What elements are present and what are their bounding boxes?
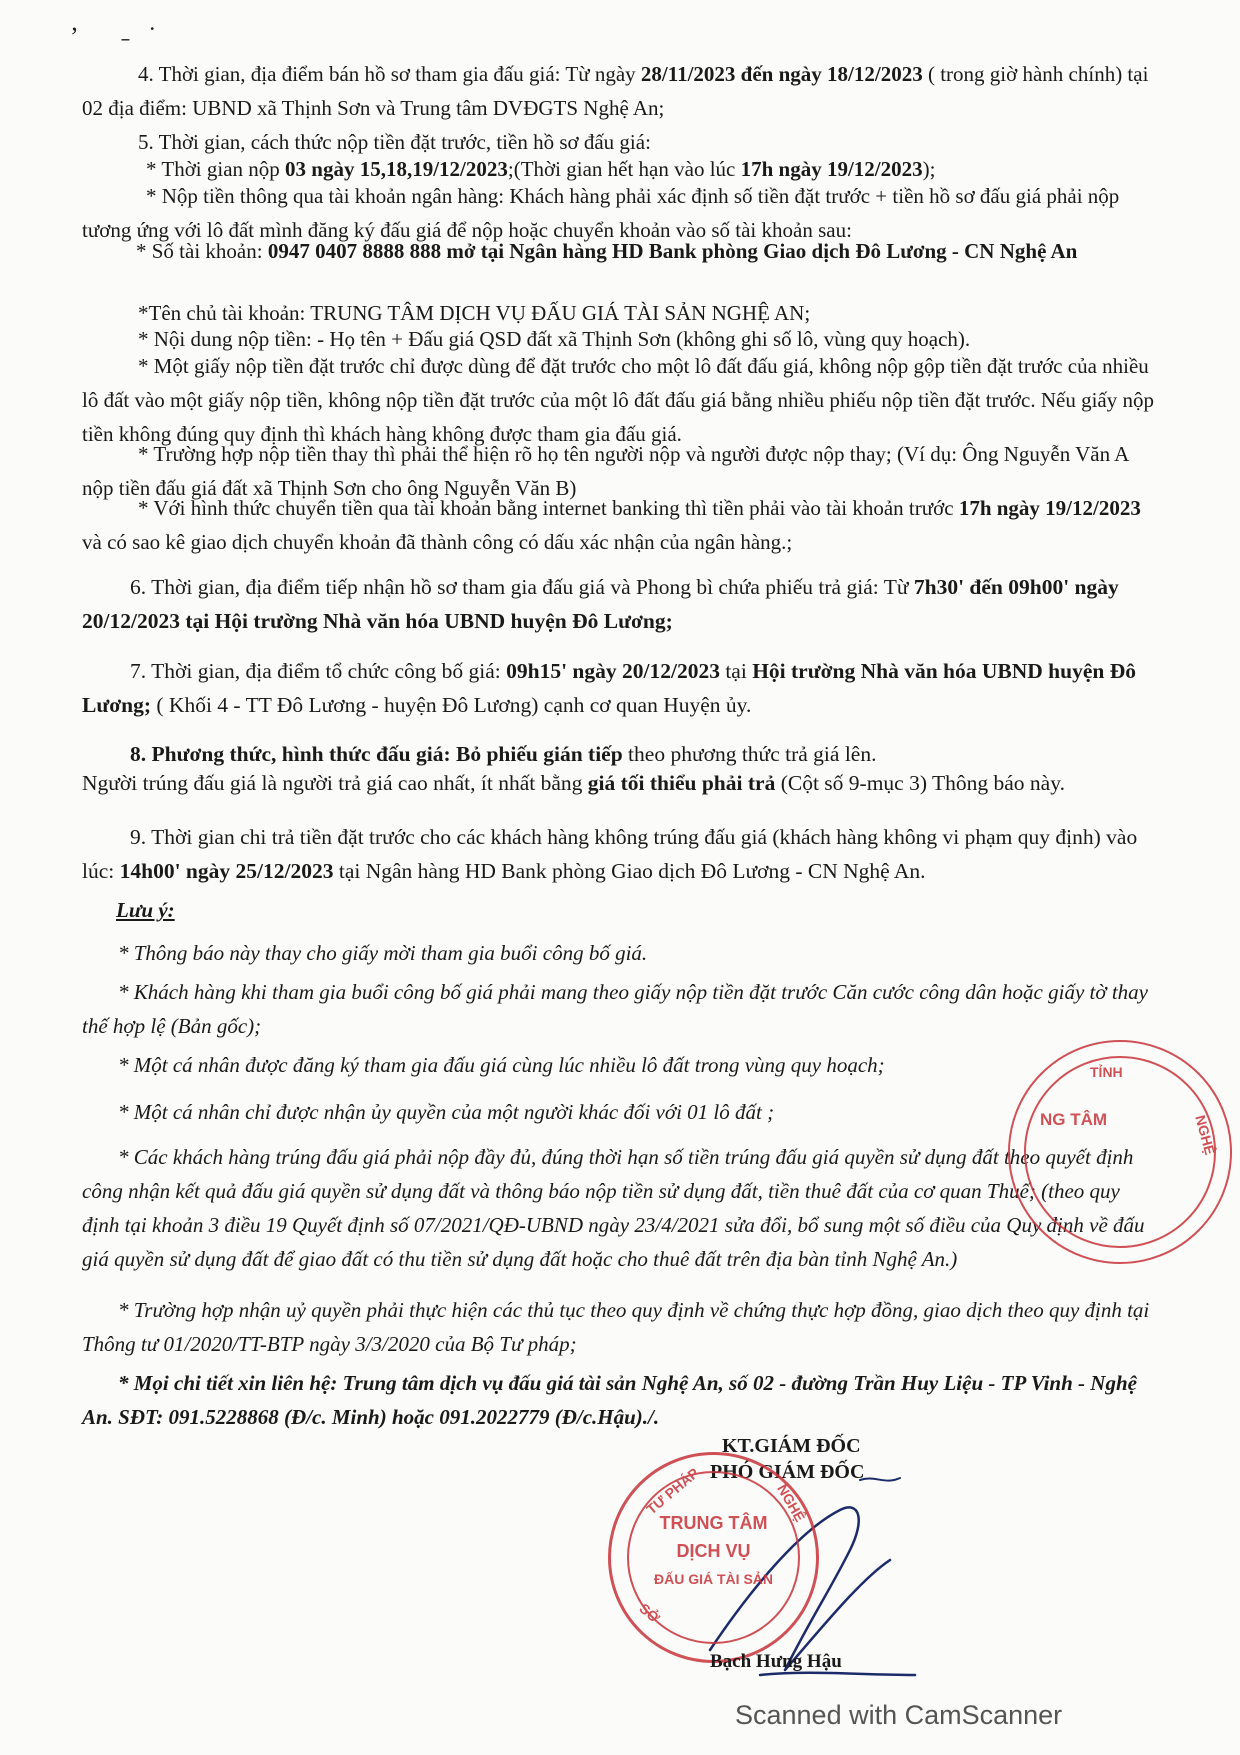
stamp-bottom-ring-left: TƯ PHÁP: [643, 1464, 702, 1518]
item-4-suffix: ( trong giờ hành chính) tại 02 địa điểm: UBND xã Thịnh Sơn và Trung tâm DVĐGTS Nghệ An;: [82, 62, 1149, 120]
stamp-bottom-ring-bottom: SỞ: [636, 1600, 663, 1626]
item-9-time: 14h00' ngày 25/12/2023: [119, 859, 334, 883]
camscanner-watermark: Scanned with CamScanner: [735, 1700, 1063, 1730]
item-8-l2-suffix: (Cột số 9-mục 3) Thông báo này.: [775, 771, 1065, 795]
item-9: [82, 820, 1162, 888]
stamp-bottom-ring-right: NGHỆ: [774, 1481, 809, 1525]
item-4-start-date: 28/11/2023: [640, 62, 736, 86]
signature-title-1: KT.GIÁM ĐỐC: [722, 1435, 861, 1457]
note-3: * Một cá nhân được đăng ký tham gia đấu giá cùng lúc nhiều lô đất trong vùng quy hoạch;: [118, 1053, 885, 1077]
b1-dates: 03 ngày 15,18,19/12/2023: [285, 157, 508, 181]
stamp-bottom-line-2: DỊCH VỤ: [676, 1541, 751, 1561]
item-5-bullet-7: * Trường hợp nộp tiền thay thì phải thể hiện rõ họ tên người nộp và người được nộp thay; (Ví dụ: Ông Nguyễn Văn A nộp tiền đấu giá đất xã Thịnh Sơn cho ông Nguyễn Văn B): [82, 442, 1129, 500]
item-9-text: 9. Thời gian chi trả tiền đặt trước cho các khách hàng không trúng đấu giá (khách hàng không vi phạm quy định) vào lúc:: [82, 825, 1138, 883]
note-2: * Khách hàng khi tham gia buổi công bố giá phải mang theo giấy nộp tiền đặt trước Căn cước công dân hoặc giấy tờ thay thế hợp lệ (Bản gốc);: [82, 980, 1148, 1038]
item-8-suffix: theo phương thức trả giá lên.: [622, 742, 877, 766]
item-8-line-2: [82, 766, 1162, 800]
item-5-bullet-6: * Một giấy nộp tiền đặt trước chỉ được dùng để đặt trước cho một lô đất đấu giá, không nộp gộp tiền đặt trước của nhiều lô đất vào một giấy nộp tiền, không nộp tiền đặt trước của một lô đất đấu giá bằng nhiều phiếu nộp tiền đặt trước. Nếu giấy nộp tiền không đúng quy định thì khách hàng không được tham gia đấu giá.: [82, 354, 1154, 446]
stamp-top-ring-text-1: TỈNH: [1090, 1064, 1123, 1080]
item-6-time-place: 7h30' đến 09h00' ngày 20/12/2023 tại Hội trường Nhà văn hóa UBND huyện Đô Lương;: [82, 575, 1119, 633]
note-1: * Thông báo này thay cho giấy mời tham gia buổi công bố giá.: [118, 941, 648, 965]
item-5-bullet-8: [82, 491, 1162, 559]
item-7-suffix: ( Khối 4 - TT Đô Lương - huyện Đô Lương) cạnh cơ quan Huyện ủy.: [151, 693, 752, 717]
stamp-bottom-line-3: ĐẤU GIÁ TÀI SẢN: [654, 1571, 773, 1587]
b3-prefix: * Số tài khoản:: [136, 239, 268, 263]
item-4: [82, 57, 1162, 125]
stamp-top-inner-ring: [1024, 1056, 1219, 1248]
b1-mid: ;(Thời gian hết hạn vào lúc: [507, 157, 741, 181]
stamp-top-center-text: NG TÂM: [1040, 1110, 1108, 1129]
item-4-end-date: 18/12/2023: [827, 62, 923, 86]
item-7: [82, 654, 1162, 722]
account-number: 0947 0407 8888 888 mở tại Ngân hàng HD Bank phòng Giao dịch Đô Lương - CN Nghệ An: [267, 239, 1078, 263]
item-8-min-price: giá tối thiểu phải trả: [587, 771, 776, 795]
item-5-bullet-5: * Nội dung nộp tiền: - Họ tên + Đấu giá QSD đất xã Thịnh Sơn (không ghi số lô, vùng quy hoạch).: [138, 327, 971, 351]
item-6-text: 6. Thời gian, địa điểm tiếp nhận hồ sơ tham gia đấu giá và Phong bì chứa phiếu trả giá: Từ: [130, 575, 914, 599]
note-4: * Một cá nhân chỉ được nhận ủy quyền của một người khác đối với 01 lô đất ;: [118, 1100, 775, 1124]
signatory-name: Bạch Hưng Hậu: [710, 1651, 842, 1672]
b1-prefix: * Thời gian nộp: [146, 157, 286, 181]
item-4-to: đến ngày: [735, 62, 828, 86]
b8-deadline: 17h ngày 19/12/2023: [958, 496, 1141, 520]
item-7-place: Hội trường Nhà văn hóa UBND huyện Đô Lương;: [82, 659, 1137, 717]
b1-suffix: );: [922, 157, 936, 181]
item-8-l2-prefix: Người trúng đấu giá là người trả giá cao nhất, ít nhất bằng: [82, 771, 588, 795]
b1-deadline: 17h ngày 19/12/2023: [740, 157, 923, 181]
b8-suffix: và có sao kê giao dịch chuyển khoản đã thành công có dấu xác nhận của ngân hàng.;: [82, 530, 793, 554]
item-5-bullet-4: *Tên chủ tài khoản: TRUNG TÂM DỊCH VỤ ĐẤU GIÁ TÀI SẢN NGHỆ AN;: [138, 301, 811, 325]
red-stamp-top: [1008, 1040, 1232, 1264]
item-5-title: 5. Thời gian, cách thức nộp tiền đặt trước, tiền hồ sơ đấu giá:: [138, 130, 651, 154]
item-4-text: 4. Thời gian, địa điểm bán hồ sơ tham gia đấu giá: Từ ngày: [138, 62, 641, 86]
item-7-time: 09h15' ngày 20/12/2023: [506, 659, 720, 683]
note-contact: * Mọi chi tiết xin liên hệ: Trung tâm dịch vụ đấu giá tài sản Nghệ An, số 02 - đường Trần Huy Liệu - TP Vinh - Nghệ An. SĐT: 091.5228868 (Đ/c. Minh) hoặc 091.2022779 (Đ/c.Hậu)./.: [82, 1371, 1137, 1429]
notes-heading: Lưu ý:: [116, 898, 175, 922]
note-6: * Trường hợp nhận uỷ quyền phải thực hiện các thủ tục theo quy định về chứng thực hợp đồng, giao dịch theo quy định tại Thông tư 01/2020/TT-BTP ngày 3/3/2020 của Bộ Tư pháp;: [82, 1298, 1150, 1356]
b8-prefix: * Với hình thức chuyển tiền qua tài khoản bằng internet banking thì tiền phải vào tài khoản trước: [138, 496, 959, 520]
item-5-bullet-2: * Nộp tiền thông qua tài khoản ngân hàng: Khách hàng phải xác định số tiền đặt trước + tiền hồ sơ đấu giá phải nộp tương ứng với lô đất mình đăng ký đấu giá để nộp hoặc chuyển khoản vào số tài khoản sau:: [82, 184, 1120, 242]
stamp-top-ring-text-2: NGHỆ: [1192, 1113, 1219, 1157]
item-7-mid: tại: [719, 659, 753, 683]
red-stamp-bottom: [608, 1452, 819, 1663]
item-6: [82, 570, 1162, 638]
item-9-suffix: tại Ngân hàng HD Bank phòng Giao dịch Đô Lương - CN Nghệ An.: [333, 859, 926, 883]
item-7-text: 7. Thời gian, địa điểm tổ chức công bố giá:: [130, 659, 507, 683]
stamp-bottom-line-1: TRUNG TÂM: [659, 1513, 768, 1533]
scan-corner-marks: ʼ ˗˙: [70, 22, 175, 51]
item-8-method: 8. Phương thức, hình thức đấu giá: Bỏ phiếu gián tiếp: [130, 742, 623, 766]
note-5: * Các khách hàng trúng đấu giá phải nộp đầy đủ, đúng thời hạn số tiền trúng đấu giá quyền sử dụng đất theo quyết định công nhận kết quả đấu giá quyền sử dụng đất và thông báo nộp tiền sử dụng đất, tiền thuê đất của cơ quan Thuế; (theo quy định tại khoản 3 điều 19 Quyết định số 07/2021/QĐ-UBND ngày 23/4/2021 sửa đổi, bổ sung một số điều của Quy định về đấu giá quyền sử dụng đất để giao đất có thu tiền sử dụng đất hoặc cho thuê đất trên địa bàn tỉnh Nghệ An.): [82, 1145, 1145, 1271]
item-5-bullet-3: [82, 234, 1162, 268]
signature-title-2: PHÓ GIÁM ĐỐC: [710, 1461, 865, 1483]
